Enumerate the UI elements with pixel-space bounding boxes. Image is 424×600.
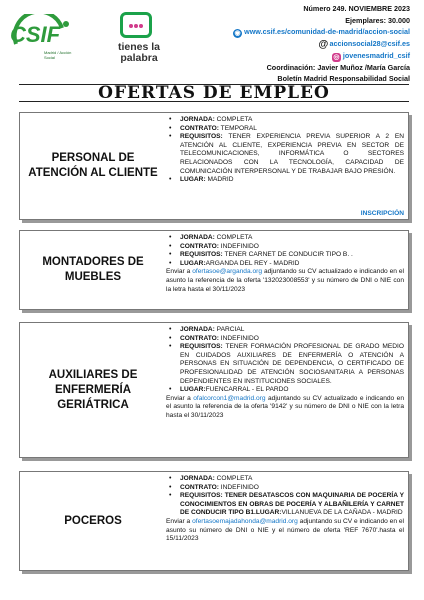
at-sign-icon: @	[318, 39, 329, 51]
requisitos-item: • REQUISITOS: TENER FORMACIÓN PROFESIONAL DE GRADO MEDIO EN CUIDADOS AUXILIARES DE ENFERMERÍA O ATENCIÓN A PERSONAS EN SITUACIÓN DE DEPENDENCIA, O CERTIFICADO DE PROFESIONALIDAD DE ATENCIÓN SOCIOSANITARIA A PERSONAS DEPENDIENTES EN INSTITUCIONES SOCIALES.	[166, 343, 404, 386]
application-note: Enviar a ofalcorcon1@madrid.org adjuntando su CV actualizado e indicando en el asunto la referencia de la oferta '9142' y su número de DNI o NIE con la letra hasta el 30/11/2023	[166, 394, 404, 419]
job-details	[166, 113, 408, 219]
csif-logo-subtitle: Madrid / Acción Social	[44, 50, 72, 60]
job-offer-card	[19, 322, 409, 458]
requisitos-item: • REQUISITOS: TENER DESATASCOS CON MAQUINARIA DE POCERÍA Y CONOCIMIENTOS EN OBRAS DE POCERÍA Y ALBAÑILERÍA Y CARNET DE CONDUCIR TIPO B1.LUGAR:VILLANUEVA DE LA CAÑADA - MADRID	[166, 492, 404, 518]
offer-email-link[interactable]: ofertasoemajadahonda@madrid.org	[192, 517, 298, 525]
instagram-link[interactable]: jovenesmadrid_csif	[342, 50, 410, 60]
application-note: Enviar a ofertasoemajadahonda@madrid.org adjuntando su CV e indicando en el asunto su número de DNI o NIE y el número de oferta 'REF 7670'.hasta el 15/11/2023	[166, 517, 404, 543]
jornada-item: • JORNADA: COMPLETA	[166, 234, 404, 243]
requisitos-item: • REQUISITOS: TENER EXPERIENCIA PREVIA SUPERIOR A 2 EN ATENCIÓN AL CLIENTE, EXPERIENCIA PREVIA EN SECTOR DE TELECOMUNICACIONES, INFORMÁTICA O SECTORES RELACIONADOS CON LA TECNOLOGÍA, CAPACIDAD DE COMUNICACIÓN INTERPERSONAL Y DE TRABAJAR BAJO PRESIÓN.	[166, 133, 404, 176]
job-details	[166, 323, 408, 457]
website-link[interactable]: www.csif.es/comunidad-de-madrid/accion-social	[244, 27, 410, 37]
job-details	[166, 231, 408, 309]
inscription-link[interactable]: INSCRIPCIÓN	[360, 210, 404, 217]
coordination-text: Coordinación: Javier Muñoz /María García	[266, 62, 410, 72]
job-title: POCEROS	[64, 514, 122, 527]
tienes-la-palabra-text: tienes la palabra	[117, 41, 161, 64]
bulletin-meta	[210, 3, 410, 85]
page-title-banner	[19, 84, 409, 102]
requisitos-item: • REQUISITOS: TENER CARNET DE CONDUCIR TIPO B. .	[166, 251, 404, 260]
offer-email-link[interactable]: ofalcorcon1@madrid.org	[193, 394, 266, 402]
job-title: MONTADORES DE MUEBLES	[42, 256, 144, 283]
job-title: PERSONAL DE ATENCIÓN AL CLIENTE	[28, 152, 158, 179]
tienes-la-palabra-logo	[110, 12, 166, 74]
jornada-item: • JORNADA: COMPLETA	[166, 475, 404, 484]
jornada-item: • JORNADA: PARCIAL	[166, 326, 404, 335]
speech-bubble-icon	[120, 12, 152, 38]
jornada-item: • JORNADA: COMPLETA	[166, 116, 404, 125]
lugar-item: • LUGAR: MADRID	[166, 176, 404, 185]
csif-logo-text: CSIF	[10, 22, 61, 47]
header	[0, 0, 424, 82]
job-title: AUXILIARES DE ENFERMERÍA GERIÁTRICA	[48, 368, 138, 411]
job-details	[166, 472, 408, 570]
offer-email-link[interactable]: ofertasoe@arganda.org	[192, 268, 262, 276]
contrato-item: • CONTRATO: TEMPORAL	[166, 125, 404, 134]
contrato-item: • CONTRATO: INDEFINIDO	[166, 335, 404, 344]
copies-count: Ejemplares: 30.000	[345, 15, 410, 25]
globe-icon: ◉	[234, 30, 241, 38]
lugar-item: • LUGAR:ARGANDA DEL REY - MADRID	[166, 260, 404, 269]
job-offer-card	[19, 112, 409, 220]
issue-number: Número 249. NOVIEMBRE 2023	[303, 4, 410, 13]
contrato-item: • CONTRATO: INDEFINIDO	[166, 243, 404, 252]
instagram-icon: ◎	[333, 53, 340, 61]
job-offer-card	[19, 230, 409, 310]
lugar-item: • LUGAR:FUENCARRAL - EL PARDO	[166, 386, 404, 395]
page-title: OFERTAS DE EMPLEO	[98, 83, 330, 103]
job-offer-card	[19, 471, 409, 571]
email-link[interactable]: accionsocial28@csif.es	[329, 39, 410, 49]
contrato-item: • CONTRATO: INDEFINIDO	[166, 484, 404, 493]
bulletin-name: Boletín Madrid Responsabilidad Social	[277, 74, 410, 84]
application-note: Enviar a ofertasoe@arganda.org adjuntando su CV actualizado e indicando en el asunto la referencia de la oferta '132023008553' y su número de DNI o NIE con la letra hasta el 30/11/2023	[166, 268, 404, 293]
